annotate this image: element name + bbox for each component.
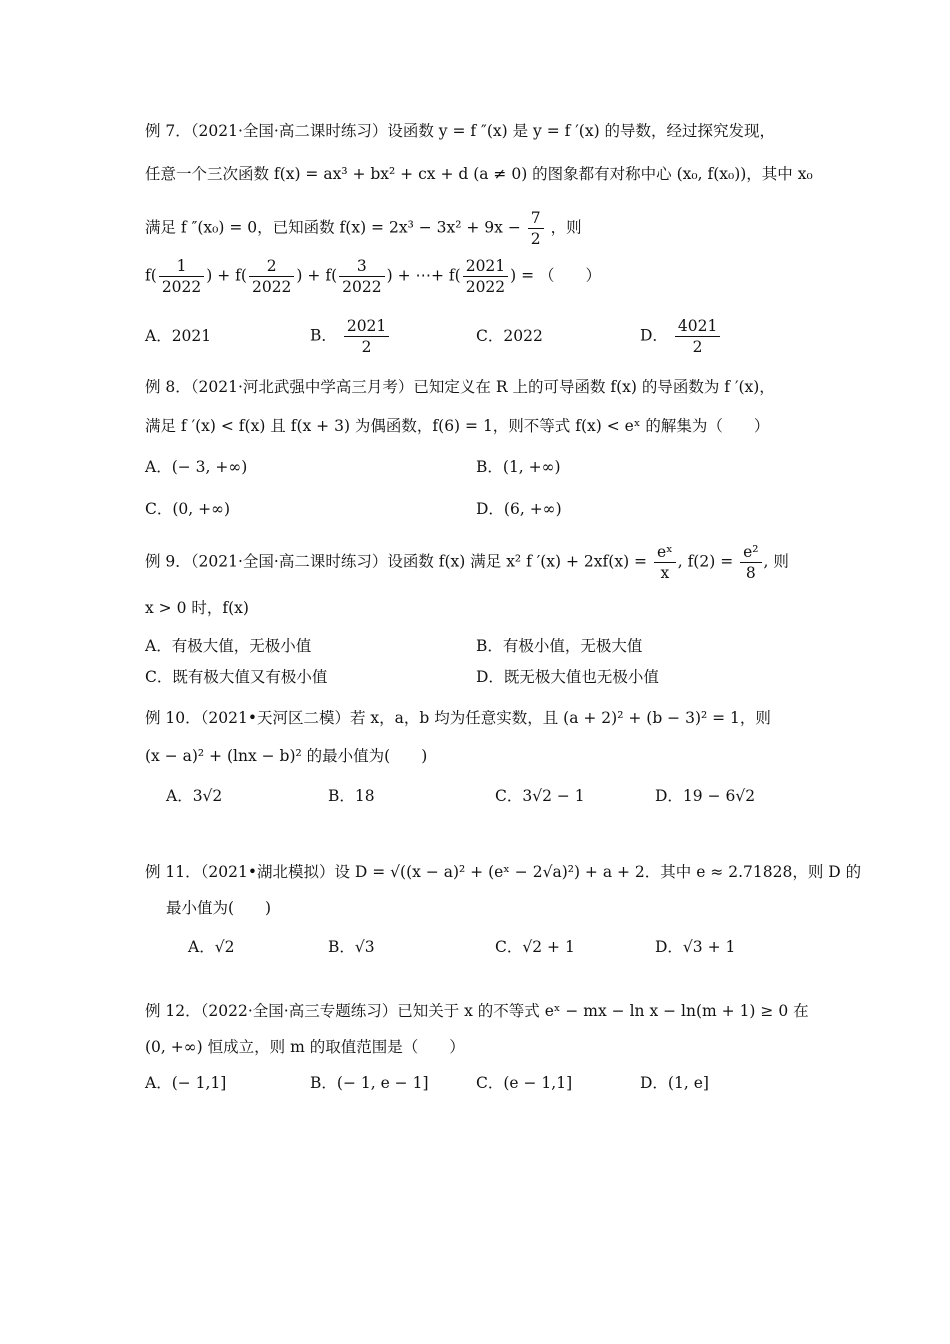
q9-line-1-mid: , f(2) = (677, 552, 734, 571)
frac-num: 3 (339, 256, 384, 277)
sum-term-prefix: + ⋯+ f (397, 266, 455, 285)
frac-den: 2022 (465, 278, 506, 296)
q10-option-c: C．3√2 − 1 (495, 787, 585, 805)
q7-option-c: C．2022 (476, 327, 543, 345)
q8-line-2: 满足 f ′(x) < f(x) 且 f(x + 3) 为偶函数，f(6) = 1，则不等式 f(x) < eˣ 的解集为（ ） (145, 417, 770, 435)
q9-option-a: A．有极大值，无极小值 (145, 637, 312, 655)
q11-option-c: C．√2 + 1 (495, 938, 575, 956)
frac-num: 2021 (463, 256, 508, 277)
frac-term-2 (249, 256, 294, 297)
q11-line-2: 最小值为( ) (166, 899, 272, 917)
frac-term-1 (159, 256, 204, 297)
frac-num: eˣ (654, 542, 676, 563)
q12-option-c: C．(e − 1,1] (476, 1074, 573, 1092)
q9-option-c: C．既有极大值又有极小值 (145, 668, 328, 686)
q7-option-a: A．2021 (145, 327, 212, 345)
q9-option-d: D．既无极大值也无极小值 (476, 668, 659, 686)
frac-den: 2 (361, 338, 372, 356)
frac-den: 2 (692, 338, 703, 356)
frac-den: 2022 (161, 278, 202, 296)
q10-option-a: A．3√2 (166, 787, 223, 805)
frac-num: 2021 (344, 316, 389, 337)
q7-line-4-sum: f( $\frac{1}{2022}$ ) + f( $\frac{2}{2022}$ ) + f( $\frac{3}{2022}$ ) + ⋯+ f( $\frac{2021}{2022}$ ) = （ ） (145, 257, 602, 296)
q10-line-1: 例 10．（2021•天河区二模）若 x，a，b 均为任意实数，且 (a + 2)² + (b − 3)² = 1，则 (145, 709, 771, 727)
frac-num: 7 (528, 208, 544, 229)
frac-den: 2 (530, 230, 541, 248)
q10-line-2: (x − a)² + (lnx − b)² 的最小值为( ) (145, 747, 428, 765)
q9-option-b: B．有极小值，无极大值 (476, 637, 643, 655)
q12-option-d: D．(1, e] (640, 1074, 709, 1092)
q12-option-a: A．(− 1,1] (145, 1074, 227, 1092)
q12-option-b: B．(− 1, e − 1] (310, 1074, 429, 1092)
q9-line-1 (145, 542, 810, 583)
frac-option-b (344, 316, 389, 357)
q7-line-1: 例 7．（2021·全国·高二课时练习）设函数 y = f ″(x) 是 y = f ′(x) 的导数，经过探究发现， (145, 122, 776, 140)
q11-line-1: 例 11．（2021•湖北模拟）设 D = √((x − a)² + (eˣ − 2√a)²) + a + 2．其中 e ≈ 2.71828，则 D 的 (145, 863, 862, 881)
sum-equals-blank: = （ ） (521, 266, 602, 285)
frac-num: 1 (159, 256, 204, 277)
q10-option-d: D．19 − 6√2 (655, 787, 756, 805)
q7-option-d (640, 316, 722, 357)
frac-num: 2 (249, 256, 294, 277)
frac-option-d (675, 316, 720, 357)
frac-den: x (660, 564, 670, 582)
q11-option-b: B．√3 (328, 938, 375, 956)
q8-option-b: B．(1, +∞) (476, 458, 561, 476)
frac-den: 8 (745, 564, 756, 582)
sum-term-prefix: f (145, 266, 151, 285)
option-label: B． (310, 326, 337, 345)
q10-option-b: B．18 (328, 787, 375, 805)
q7-line-3-text: 满足 f ″(x₀) = 0，已知函数 f(x) = 2x³ − 3x² + 9x − (145, 218, 521, 237)
frac-num: e² (740, 542, 761, 563)
q11-option-d: D．√3 + 1 (655, 938, 736, 956)
q8-option-c: C．(0, +∞) (145, 500, 231, 518)
frac-ex-over-x (654, 542, 676, 583)
frac-den: 2022 (342, 278, 382, 296)
frac-term-4 (463, 256, 508, 297)
q7-option-b (310, 316, 391, 357)
q7-line-3-tail: ，则 (550, 218, 582, 237)
q9-line-2: x > 0 时，f(x) (145, 599, 249, 617)
sum-term-prefix: + f (217, 266, 241, 285)
q8-option-a: A．(− 3, +∞) (145, 458, 248, 476)
frac-den: 2022 (251, 278, 292, 296)
frac-term-3 (339, 256, 384, 297)
q9-line-1-text: 例 9．（2021·全国·高二课时练习）设函数 f(x) 满足 x² f ′(x) + 2xf(x) = (145, 552, 648, 571)
q8-option-d: D．(6, +∞) (476, 500, 562, 518)
frac-e2-over-8 (740, 542, 761, 583)
q9-line-1-tail: , 则 (763, 552, 789, 571)
frac-num: 4021 (675, 316, 720, 337)
q12-line-1: 例 12．（2022·全国·高三专题练习）已知关于 x 的不等式 eˣ − mx − ln x − ln(m + 1) ≥ 0 在 (145, 1002, 809, 1020)
q7-line-2: 任意一个三次函数 f(x) = ax³ + bx² + cx + d (a ≠ 0) 的图象都有对称中心 (x₀, f(x₀))，其中 x₀ (145, 165, 813, 183)
fraction-7-2 (528, 208, 544, 249)
q7-line-3 (145, 208, 810, 249)
option-label: D． (640, 326, 668, 345)
q11-option-a: A．√2 (188, 938, 235, 956)
sum-term-prefix: + f (307, 266, 332, 285)
q12-line-2: (0, +∞) 恒成立，则 m 的取值范围是（ ） (145, 1038, 465, 1056)
q8-line-1: 例 8．（2021·河北武强中学高三月考）已知定义在 R 上的可导函数 f(x) 的导函数为 f ′(x)， (145, 378, 775, 396)
